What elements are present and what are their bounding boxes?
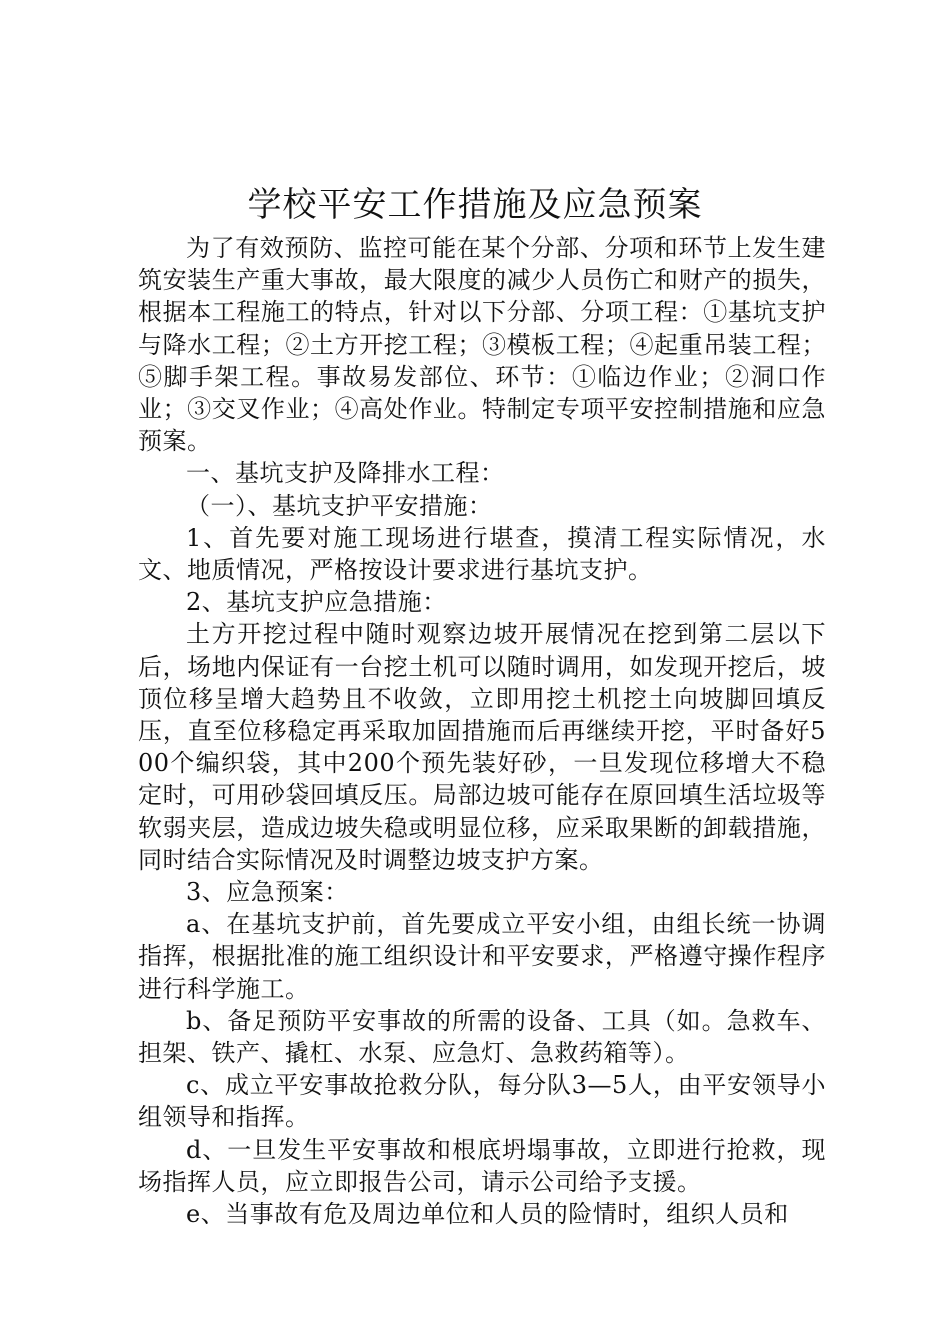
document-title: 学校平安工作措施及应急预案 xyxy=(247,185,703,225)
list-item: b、备足预防平安事故的所需的设备、工具（如。急救车、担架、铁产、撬杠、水泵、应急灯、急救药箱等）。 xyxy=(138,1006,826,1068)
item-heading: 3、应急预案： xyxy=(186,878,349,907)
list-item: a、在基坑支护前，首先要成立平安小组，由组长统一协调指挥，根据批准的施工组织设计和平安要求，严格遵守操作程序进行科学施工。 xyxy=(138,910,826,1003)
list-item: e、当事故有危及周边单位和人员的险情时，组织人员和 xyxy=(186,1200,789,1229)
subsection-heading: （一）、基坑支护平安措施： xyxy=(186,491,493,520)
section-heading: 一、基坑支护及降排水工程： xyxy=(186,459,505,488)
list-item: c、成立平安事故抢救分队，每分队3—5人，由平安领导小组领导和指挥。 xyxy=(138,1071,826,1132)
body-paragraph: 1、首先要对施工现场进行堪查，摸清工程实际情况，水文、地质情况，严格按设计要求进行基坑支护。 xyxy=(138,523,826,585)
document-body xyxy=(138,232,826,1230)
intro-paragraph: 为了有效预防、监控可能在某个分部、分项和环节上发生建筑安装生产重大事故，最大限度的减少人员伤亡和财产的损失，根据本工程施工的特点，针对以下分部、分项工程：①基坑支护与降水工程；②土方开挖工程；③模板工程；④起重吊装工程；⑤脚手架工程。事故易发部位、环节：①临边作业；②洞口作业；③交叉作业；④高处作业。特制定专项平安控制措施和应急预案。 xyxy=(138,234,826,456)
item-heading: 2、基坑支护应急措施： xyxy=(186,588,447,617)
body-paragraph: 土方开挖过程中随时观察边坡开展情况在挖到第二层以下后，场地内保证有一台挖土机可以随时调用，如发现开挖后，坡顶位移呈增大趋势且不收敛，立即用挖土机挖土向坡脚回填反压，直至位移稳定再采取加固措施而后再继续开挖，平时备好500个编织袋，其中200个预先装好砂，一旦发现位移增大不稳定时，可用砂袋回填反压。局部边坡可能存在原回填生活垃圾等软弱夹层，造成边坡失稳或明显位移，应采取果断的卸载措施，同时结合实际情况及时调整边坡支护方案。 xyxy=(138,620,826,874)
list-item: d、一旦发生平安事故和根底坍塌事故，立即进行抢救，现场指挥人员，应立即报告公司，请示公司给予支援。 xyxy=(138,1135,826,1196)
